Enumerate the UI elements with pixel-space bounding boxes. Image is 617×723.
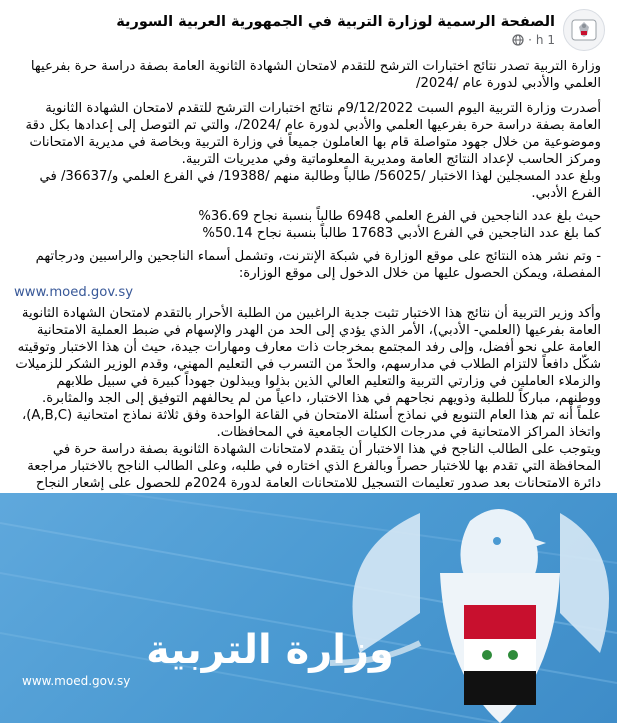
post-meta: [116, 13, 555, 47]
syrian-eagle-emblem: [330, 509, 609, 723]
ministry-website-link[interactable]: www.moed.gov.sy: [14, 285, 134, 300]
page-avatar[interactable]: [563, 9, 605, 51]
post-header: [0, 0, 617, 52]
paragraph-release: أصدرت وزارة التربية اليوم السبت 9/12/2022م نتائج اختبارات الترشح للتقدم لامتحان الشهادة الثانوية العامة بصفة دراسة حرة بفرعيها العلمي والأدبي لدورة عام /2024/، والتي تم التوصل إلى إعدادها بكل دقة وموضوعية من خلال جهود متواصلة قام بها العاملون جميعاً في وزارة التربية وبخاصة في مديرية الامتحانات ومركز الحاسب لإعداد النتائج العامة ومديرية المعلوماتية وفي مديريات التربية.: [25, 101, 601, 167]
post-body: [0, 52, 617, 509]
banner-artwork: [0, 493, 617, 723]
post-time-row: [116, 33, 555, 47]
banner-website-text: www.moed.gov.sy: [22, 674, 131, 688]
ministry-logo-icon: [569, 15, 599, 45]
paragraph-publication: - وتم نشر هذه النتائج على موقع الوزارة في شبكة الإنترنت، وتشمل أسماء الناجحين والراسبين ودرجاتهم المفصلة، ويمكن الحصول عليها من خلال الدخول إلى موقع الوزارة:: [35, 249, 601, 281]
post-time[interactable]: 1 h: [535, 33, 555, 47]
paragraph-registered: وبلغ عدد المسجلين لهذا الاختبار /56025/ طالباً وطالبة منهم /19388/ في الفرع العلمي و/36637/ في الفرع الأدبي.: [39, 169, 601, 201]
paragraph-minister-statement: وأكد وزير التربية أن نتائج هذا الاختبار تثبت جدية الراغبين من الطلبة الأحرار بالتقدم لامتحان الشهادة الثانوية العامة بفرعيها (العلمي- الأدبي)، الأمر الذي يؤدي إلى الحد من الهدر والإسهام في ضبط العملية الامتحانية العامة على نحو أفضل، وإلى رفد المجتمع بمخرجات ذات معارف ومهارات جيدة، حيث أن هذا الاختبار وتوقيته شكّل دافعاً لالتزام الطلاب في مدارسهم، والحدّ من التسرب في التعليم المهني، وقدم الوزير الشكر للزميلات والزملاء العاملين في وزارتي التربية والتعليم العالي الذين بذلوا ويبذلون جهوداً كبيرة في سبيل طلابهم ووطنهم، مباركاً للطلبة وذويهم نجاحهم في هذا الاختبار، داعياً من لم يحالفهم التوفيق إلى الجد والمثابرة.: [15, 306, 601, 406]
post-headline: وزارة التربية تصدر نتائج اختبارات الترشح للتقدم لامتحان الشهادة الثانوية العامة بصفة دراسة حرة بفرعيها العلمي والأدبي لدورة عام /2024/: [30, 59, 601, 91]
paragraph-literary-results: كما بلغ عدد الناجحين في الفرع الأدبي 17683 طالباً بنسبة نجاح 50.14%: [202, 226, 601, 241]
ministry-name-text: وزارة التربية: [146, 627, 394, 673]
post-image-banner[interactable]: [0, 493, 617, 723]
paragraph-exam-models: علماً أنه تم هذا العام التنويع في نماذج أسئلة الامتحان في القاعة الواحدة وفق ثلاثة نماذج امتحانية (A,B,C)، واتخاذ المراكز الامتحانية في مدرجات الكليات الجامعية في المحافظات.: [21, 408, 601, 440]
time-separator: ·: [528, 33, 532, 47]
paragraph-scientific-results: حيث بلغ عدد الناجحين في الفرع العلمي 6948 طالباً بنسبة نجاح 36.69%: [198, 209, 601, 224]
page-name[interactable]: الصفحة الرسمية لوزارة التربية في الجمهورية العربية السورية: [116, 14, 555, 30]
paragraph-instructions: ويتوجب على الطالب الناجح في هذا الاختبار أن يتقدم لامتحانات الشهادة الثانوية بصفة دراسة حرة في المحافظة التي تقدم بها للاختبار حصراً وبالفرع الذي اختاره في طلبه، وعلى الطالب الناجح بالاختبار مراجعة دائرة الامتحانات بعد صدور تعليمات التسجيل للامتحانات العامة لدورة 2024م للحصول على إشعار النجاح: [27, 442, 601, 491]
globe-icon: [512, 34, 524, 46]
